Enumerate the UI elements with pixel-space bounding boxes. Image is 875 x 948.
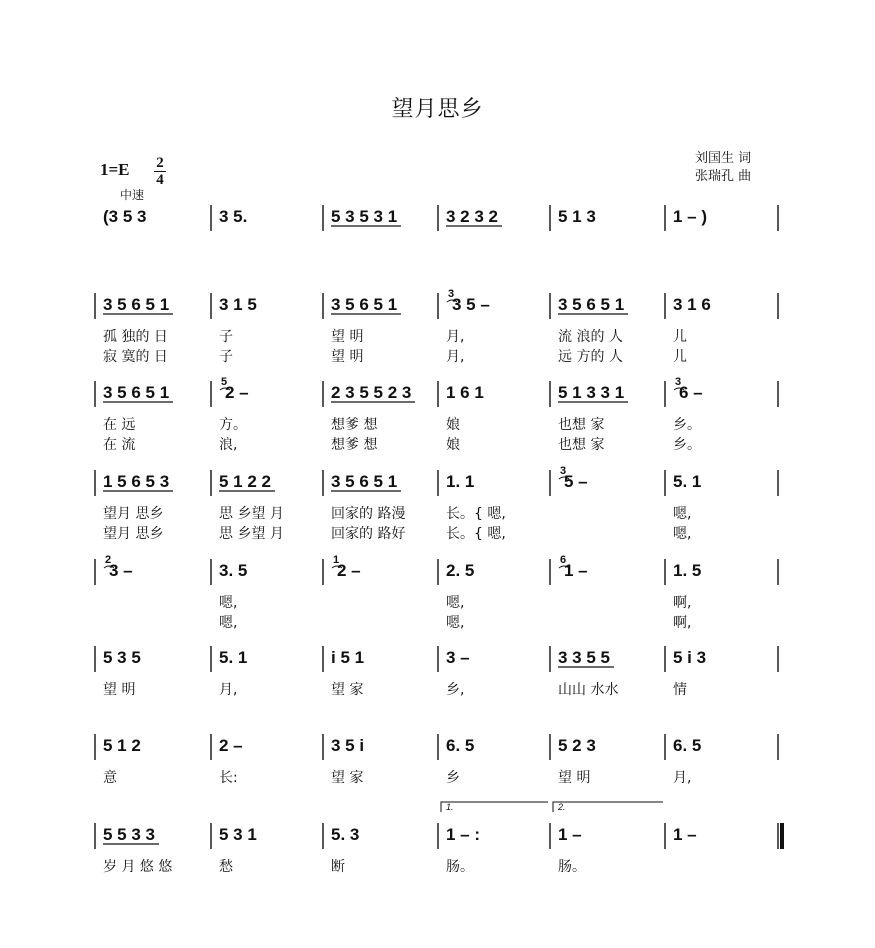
grace-note: 3 [675,376,682,388]
lyric-text: 儿 [673,329,687,345]
lyric-text: 乡 [446,770,460,786]
lyric-text: 也想 家 [558,437,605,453]
volta-bracket [553,802,663,812]
lyric-text: 乡。 [673,437,701,453]
lyric-text: 浪, [219,437,238,453]
lyric-text: 娘 [446,437,460,453]
grace-note: 2 [105,554,112,566]
measure-notes: 3 5 6 5 1 [103,383,170,402]
lyric-text: 月, [446,349,465,365]
measure-notes: 3 1 5 [219,295,257,314]
lyric-text: 寂 寞的 日 [103,349,168,365]
lyric-text: 孤 独的 日 [103,329,168,345]
lyric-text: 望月 思乡 [103,506,164,522]
song-title: 望月思乡 [391,97,484,122]
lyric-text: 娘 [446,417,460,433]
measure-notes: 1 – ) [673,207,708,226]
lyric-text: 乡。 [673,417,701,433]
measure-notes: 5 2 3 [558,736,596,755]
lyric-text: 也想 家 [558,417,605,433]
measure-notes: i 5 1 [331,648,365,667]
lyric-text: 在 远 [103,417,136,433]
measure-notes: 1. 1 [446,472,475,491]
lyricist-credit: 刘国生 词 [695,151,752,166]
lyric-text: 回家的 路好 [331,526,406,542]
grace-note: 3 [560,465,567,477]
measure-notes: 5 1 3 [558,207,596,226]
measure-notes: 3 5. [219,207,248,226]
lyric-text: 嗯, [446,615,465,631]
lyric-text: 想爹 想 [331,437,378,453]
lyric-text: 乡, [446,682,465,698]
measure-notes: 5 3 5 3 1 [331,207,398,226]
measure-notes: 5 i 3 [673,648,707,667]
measure-notes: 5 – [564,472,588,491]
measure-notes: 2 – [337,561,361,580]
measure-notes: 3 5 – [452,295,490,314]
grace-note: 5 [221,376,228,388]
lyric-text: 愁 [219,859,233,875]
lyric-text: 月, [673,770,692,786]
measure-notes: 5 3 5 [103,648,141,667]
measure-notes: 3 1 6 [673,295,711,314]
measure-notes: 3. 5 [219,561,248,580]
lyric-text: 望月 思乡 [103,526,164,542]
measure-notes: 1 – [558,825,582,844]
measure-notes: 3 3 5 5 [558,648,610,667]
grace-note: 1 [333,554,340,566]
measure-notes: 5 1 2 [103,736,141,755]
lyric-text: 长。{ 嗯, [446,526,506,542]
lyric-text: 长: [219,770,238,786]
lyric-text: 望 家 [331,770,364,786]
lyric-text: 子 [219,349,233,365]
lyric-text: 意 [103,770,117,786]
measure-notes: (3 5 3 [103,207,147,226]
lyric-text: 嗯, [673,526,692,542]
lyric-text: 岁 月 悠 悠 [103,859,173,875]
measure-notes: 1. 5 [673,561,702,580]
measure-notes: 3 5 6 5 1 [103,295,170,314]
measure-notes: 3 5 6 5 1 [558,295,625,314]
measure-notes: 6. 5 [673,736,702,755]
measure-notes: 1 6 1 [446,383,484,402]
composer-credit: 张瑞孔 曲 [695,169,752,184]
lyric-text: 嗯, [673,506,692,522]
measure-notes: 5 1 3 3 1 [558,383,625,402]
measure-notes: 5 5 3 3 [103,825,155,844]
time-signature-bottom: 4 [156,172,164,188]
measure-notes: 5. 1 [673,472,702,491]
volta-bracket [441,802,548,812]
lyric-text: 方。 [219,417,247,433]
lyric-text: 望 明 [558,770,591,786]
lyric-text: 思 乡望 月 [219,526,284,542]
measure-notes: 2. 5 [446,561,475,580]
lyric-text: 肠。 [446,859,474,875]
lyric-text: 子 [219,329,233,345]
volta-number: 1. [446,802,454,812]
measure-notes: 1 – : [446,825,481,844]
lyric-text: 啊, [673,595,692,611]
lyric-text: 儿 [673,349,687,365]
lyric-text: 望 明 [331,329,364,345]
measure-notes: 3 2 3 2 [446,207,498,226]
grace-note: 6 [560,554,567,566]
measure-notes: 5 3 1 [219,825,257,844]
measure-notes: 2 3 5 5 2 3 [331,383,412,402]
key-signature: 1=E [100,160,130,179]
lyric-text: 山山 水水 [558,682,619,698]
lyric-text: 嗯, [446,595,465,611]
lyric-text: 啊, [673,615,692,631]
measure-notes: 1 5 6 5 3 [103,472,170,491]
lyric-text: 月, [446,329,465,345]
grace-note: 3 [448,288,455,300]
volta-number: 2. [558,802,566,812]
measure-notes: 3 – [446,648,470,667]
lyric-text: 望 明 [331,349,364,365]
measure-notes: 3 5 6 5 1 [331,295,398,314]
measure-notes: 1 – [673,825,697,844]
measure-notes: 6 – [679,383,703,402]
lyric-text: 思 乡望 月 [219,506,284,522]
measure-notes: 3 – [109,561,133,580]
measure-notes: 5. 1 [219,648,248,667]
measure-notes: 3 5 i [331,736,365,755]
measure-notes: 2 – [225,383,249,402]
lyric-text: 断 [331,859,345,875]
measure-notes: 6. 5 [446,736,475,755]
lyric-text: 在 流 [103,437,136,453]
lyric-text: 长。{ 嗯, [446,506,506,522]
lyric-text: 肠。 [558,859,586,875]
measure-notes: 5. 3 [331,825,360,844]
lyric-text: 远 方的 人 [558,349,623,365]
lyric-text: 想爹 想 [331,417,378,433]
lyric-text: 情 [673,682,687,698]
measure-notes: 3 5 6 5 1 [331,472,398,491]
lyric-text: 流 浪的 人 [558,329,623,345]
time-signature-top: 2 [156,155,164,171]
lyric-text: 回家的 路漫 [331,506,406,522]
measure-notes: 2 – [219,736,243,755]
lyric-text: 嗯, [219,595,238,611]
lyric-text: 望 明 [103,682,136,698]
measure-notes: 5 1 2 2 [219,472,271,491]
measure-notes: 1 – [564,561,588,580]
lyric-text: 嗯, [219,615,238,631]
tempo-marking: 中速 [120,188,145,202]
lyric-text: 月, [219,682,238,698]
lyric-text: 望 家 [331,682,364,698]
